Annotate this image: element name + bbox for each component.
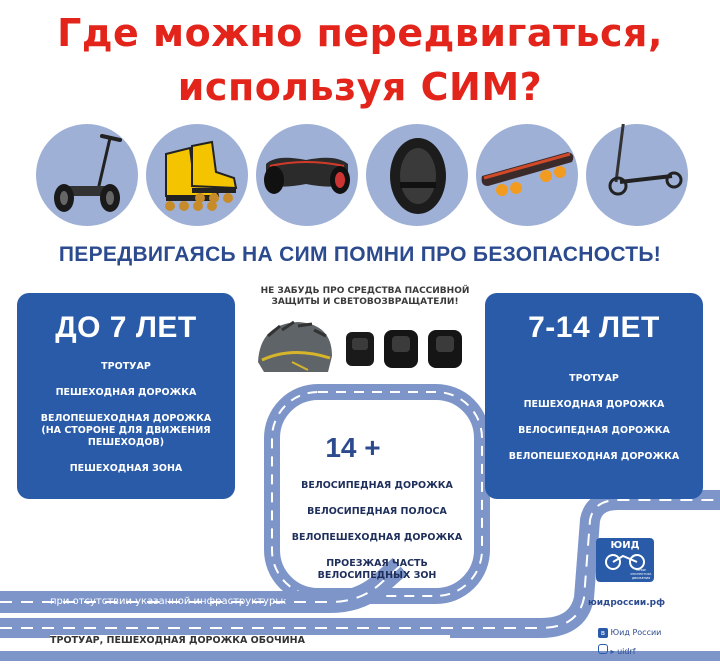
list-item: ВЕЛОПЕШЕХОДНАЯ ДОРОЖКА	[508, 451, 680, 462]
list-item: ПРОЕЗЖАЯ ЧАСТЬ	[326, 558, 428, 569]
site-link[interactable]: юидроссии.рф	[588, 598, 666, 608]
vehicle-circle	[476, 124, 578, 226]
social-link[interactable]	[598, 644, 698, 656]
list-item: ТРОТУАР	[569, 373, 619, 384]
card-under-7	[17, 293, 235, 499]
fallback-note: при отсутствии указанной инфраструктуры:	[50, 596, 287, 607]
protective-pads-icon	[344, 328, 474, 372]
fallback-options: ТРОТУАР, ПЕШЕХОДНАЯ ДОРОЖКА ОБОЧИНА	[50, 635, 450, 646]
skateboard-icon	[476, 124, 578, 226]
vehicle-circle	[146, 124, 248, 226]
uid-logo-label: ЮИД	[610, 540, 640, 551]
protection-note-line1: НЕ ЗАБУДЬ ПРО СРЕДСТВА ПАССИВНОЙ	[260, 286, 470, 296]
page-title-line1: Где можно передвигаться,	[57, 11, 663, 55]
card-7-14	[485, 293, 703, 499]
protection-note	[220, 286, 510, 308]
protection-note-line2: ЗАЩИТЫ И СВЕТОВОЗВРАЩАТЕЛИ!	[271, 297, 459, 307]
segway-icon	[36, 124, 138, 226]
vk-label: Юид России	[610, 628, 662, 637]
vehicle-circle	[366, 124, 468, 226]
roller-skates-icon	[146, 124, 248, 226]
list-item: ВЕЛОПЕШЕХОДНАЯ ДОРОЖКА	[40, 413, 212, 424]
card-7-14-heading: 7-14 ЛЕТ	[528, 311, 660, 344]
list-item: ПЕШЕХОДНАЯ ДОРОЖКА	[55, 387, 197, 398]
list-item: ВЕЛОСИПЕДНАЯ ДОРОЖКА	[518, 425, 670, 436]
monowheel-icon	[366, 124, 468, 226]
list-item: ПЕШЕХОДНАЯ ДОРОЖКА	[523, 399, 665, 410]
vk-link[interactable]	[598, 628, 698, 638]
list-item: ТРОТУАР	[101, 361, 151, 372]
kick-scooter-icon	[586, 124, 688, 226]
list-item: ВЕЛОСИПЕДНЫХ ЗОН	[317, 570, 437, 581]
vk-icon: в	[598, 628, 608, 638]
vehicle-circle	[36, 124, 138, 226]
card-under-7-heading: ДО 7 ЛЕТ	[55, 311, 197, 344]
safety-subtitle: ПЕРЕДВИГАЯСЬ НА СИМ ПОМНИ ПРО БЕЗОПАСНОСТЬ!	[58, 243, 662, 266]
instagram-icon	[598, 644, 608, 654]
age-14-plus-list	[284, 480, 470, 582]
list-item: ПЕШЕХОДНАЯ ЗОНА	[69, 463, 183, 474]
twitter-icon: ▸	[610, 647, 615, 656]
social-label: uidrf	[617, 647, 636, 656]
list-item: ВЕЛОСИПЕДНАЯ ПОЛОСА	[307, 506, 447, 517]
vehicle-circle	[586, 124, 688, 226]
age-14-plus-heading: 14 +	[322, 428, 384, 468]
uid-logo	[596, 538, 654, 582]
uid-logo-small: ЮНЫЕ ИНСПЕКТОРА ДВИЖЕНИЯ	[630, 568, 652, 580]
list-item: ПЕШЕХОДОВ)	[87, 437, 165, 448]
list-item: ВЕЛОПЕШЕХОДНАЯ ДОРОЖКА	[291, 532, 463, 543]
vehicle-circle	[256, 124, 358, 226]
hoverboard-icon	[256, 124, 358, 226]
page-title-line2: используя СИМ?	[177, 65, 543, 109]
list-item: ВЕЛОСИПЕДНАЯ ДОРОЖКА	[301, 480, 453, 491]
list-item: (НА СТОРОНЕ ДЛЯ ДВИЖЕНИЯ	[41, 425, 211, 436]
